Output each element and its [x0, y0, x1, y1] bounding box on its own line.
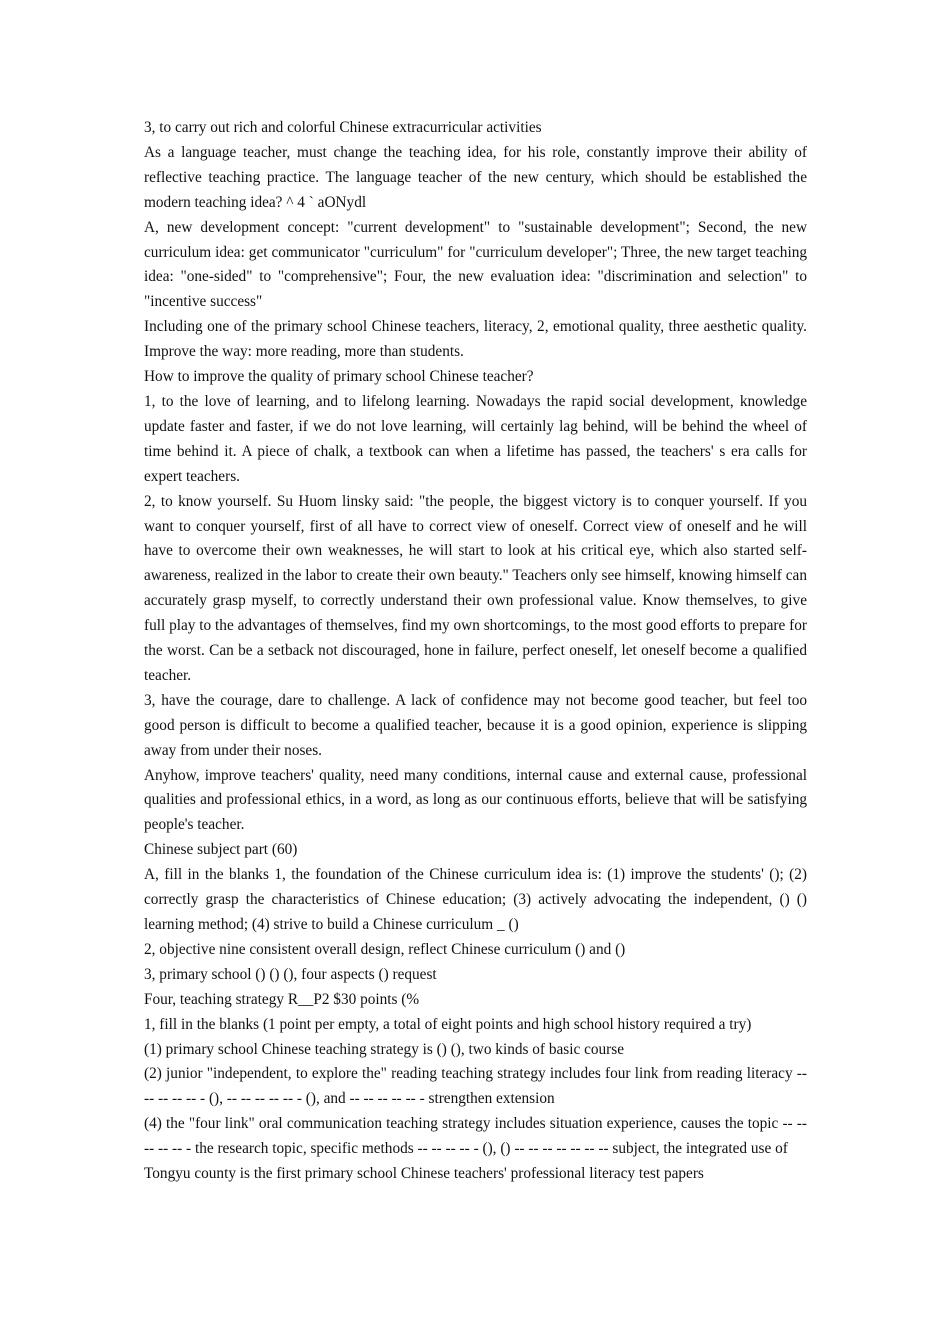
paragraph-question-4: (4) the "four link" oral communication teaching strategy includes situation experience, causes the topic -- -- -- -- -- - the research topic, specific methods -- -- -- -- - (), () -- -- -- -- -- -- -- subject, the integrated use of: [144, 1115, 807, 1158]
paragraph-question-1: (1) primary school Chinese teaching strategy is () (), two kinds of basic course: [144, 1040, 625, 1058]
paragraph-subject-part-heading: Chinese subject part (60): [144, 841, 298, 859]
paragraph-teaching-strategy-heading: Four, teaching strategy R__P2 $30 points (%: [144, 990, 420, 1008]
paragraph-new-concepts: A, new development concept: "current development" to "sustainable development"; Second, the new curriculum idea: get communicator "curriculum" for "curriculum developer"; Three, the new target teaching idea: "one-sided" to "comprehensive"; Four, the new evaluation idea: "discrimination and selection" to "incentive success": [144, 218, 807, 311]
paragraph-lifelong-learning: 1, to the love of learning, and to lifelong learning. Nowadays the rapid social development, knowledge update faster and faster, if we do not love learning, will certainly lag behind, will be behind the wheel of time behind it. A piece of chalk, a textbook can when a lifetime has passed, the teachers' s era calls for expert teachers.: [144, 392, 807, 485]
paragraph-primary-school-aspects: 3, primary school () () (), four aspects () request: [144, 965, 437, 983]
paragraph-extracurricular-activities: 3, to carry out rich and colorful Chinese extracurricular activities: [144, 119, 542, 136]
paragraph-question-2: (2) junior "independent, to explore the" reading teaching strategy includes four link from reading literacy -- -- -- -- -- - (), -- -- -- -- -- - (), and -- -- -- -- -- - strengthen extension: [144, 1065, 807, 1108]
paragraph-fill-blanks-1: A, fill in the blanks 1, the foundation of the Chinese curriculum idea is: (1) improve the students' (); (2) correctly grasp the characteristics of Chinese education; (3) actively advocating the independent, () () learning method; (4) strive to build a Chinese curriculum _ (): [144, 866, 807, 933]
paragraph-fill-blanks-instructions: 1, fill in the blanks (1 point per empty, a total of eight points and high school history required a try): [144, 1015, 752, 1033]
paragraph-improve-quality-heading: How to improve the quality of primary school Chinese teacher?: [144, 368, 534, 386]
paragraph-conclusion: Anyhow, improve teachers' quality, need many conditions, internal cause and external cause, professional qualities and professional ethics, in a word, as long as our continuous efforts, believe that will be satisfying people's teacher.: [144, 766, 807, 834]
paragraph-know-yourself: 2, to know yourself. Su Huom linsky said: "the people, the biggest victory is to conquer yourself. If you want to conquer yourself, first of all have to correct view of oneself. Correct view of oneself and he will have to overcome their own weaknesses, he will start to look at his critical eye, which also started self-awareness, realized in the labor to create their own beauty." Teachers only see himself, knowing himself can accurately grasp myself, to correctly understand their own professional value. Know themselves, to give full play to the advantages of themselves, find my own shortcomings, to the most good efforts to prepare for the worst. Can be a setback not discouraged, hone in failure, perfect oneself, let oneself become a qualified teacher.: [144, 492, 807, 684]
document-body: [144, 116, 807, 1187]
paragraph-teacher-literacy: Including one of the primary school Chinese teachers, literacy, 2, emotional quality, three aesthetic quality. Improve the way: more reading, more than students.: [144, 318, 807, 361]
paragraph-test-paper-title: Tongyu county is the first primary school Chinese teachers' professional literacy test papers: [144, 1165, 704, 1183]
paragraph-teaching-idea-question: As a language teacher, must change the teaching idea, for his role, constantly improve their ability of reflective teaching practice. The language teacher of the new century, which should be established the modern teaching idea? ^ 4 ` aONydl: [144, 143, 807, 211]
paragraph-courage: 3, have the courage, dare to challenge. A lack of confidence may not become good teacher, but feel too good person is difficult to become a qualified teacher, because it is a good opinion, experience is slipping away from under their noses.: [144, 691, 807, 759]
paragraph-objective-design: 2, objective nine consistent overall design, reflect Chinese curriculum () and (): [144, 940, 626, 958]
